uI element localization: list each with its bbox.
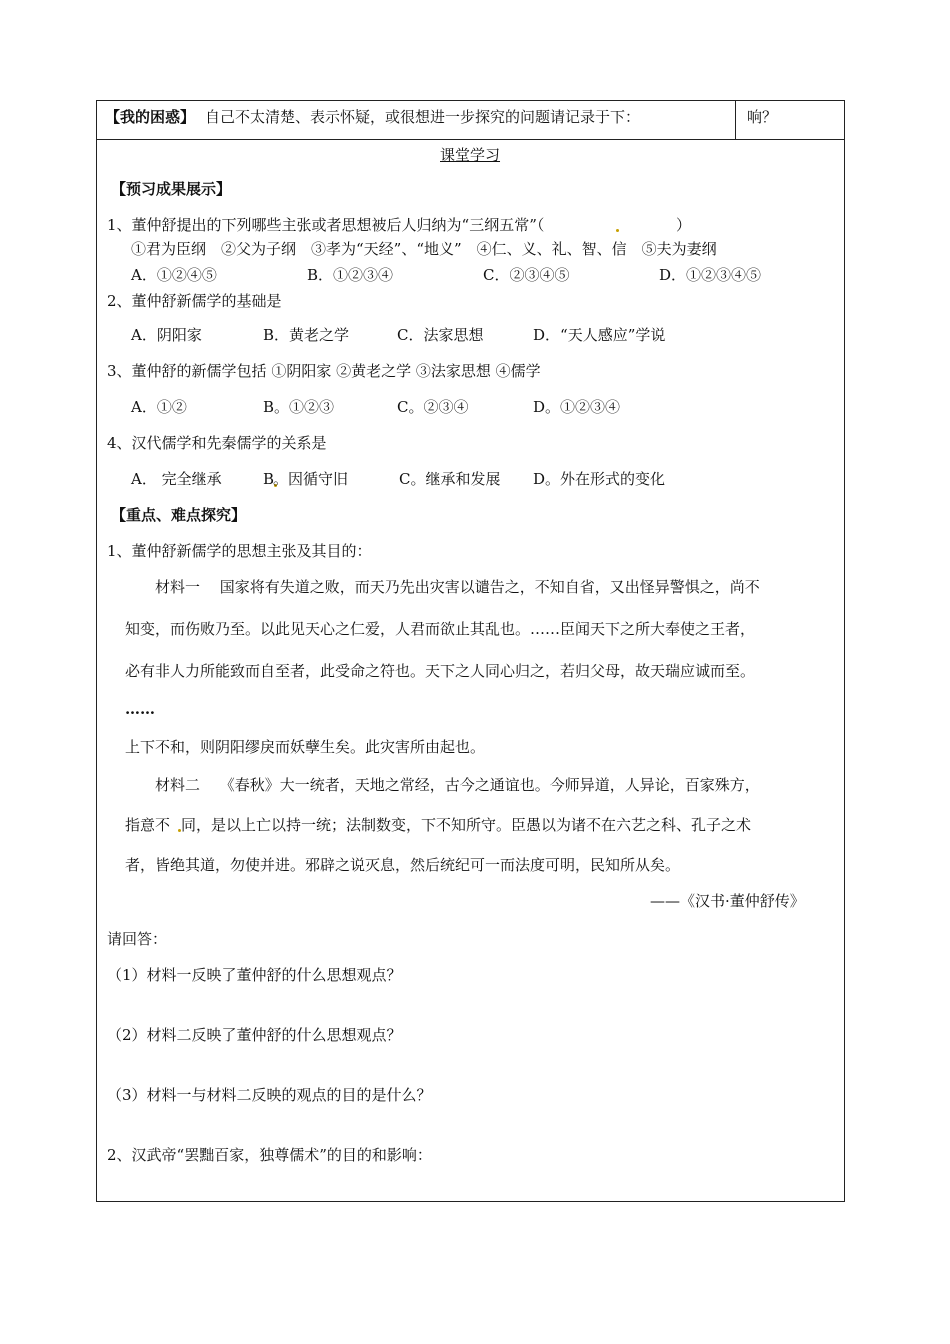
material1-line: 知变，而伤败乃至。以此见天心之仁爱，人君而欲止其乱也。……臣闻天下之所大奉使之王者， bbox=[125, 620, 756, 638]
explore-q1-stem: 1、董仲舒新儒学的思想主张及其目的： bbox=[107, 542, 372, 560]
sub-question-2: （2）材料二反映了董仲舒的什么思想观点？ bbox=[107, 1026, 402, 1044]
q2-stem: 2、董仲舒新儒学的基础是 bbox=[107, 292, 282, 310]
material1-line: …… bbox=[125, 700, 155, 718]
q3-stem: 3、董仲舒的新儒学包括 ①阴阳家 ②黄老之学 ③法家思想 ④儒学 bbox=[107, 362, 541, 380]
explore-heading: 【重点、难点探究】 bbox=[111, 506, 247, 524]
q2-option-a: A．阴阳家 bbox=[131, 326, 202, 344]
q1-stem-end: ） bbox=[676, 216, 692, 234]
confusion-row bbox=[97, 101, 844, 140]
confusion-text: 自己不太清楚、表示怀疑，或很想进一步探究的问题请记录于下： bbox=[205, 108, 641, 126]
q1-option-a: A．①②④⑤ bbox=[131, 266, 217, 284]
material2-line: 材料二 《春秋》大一统者，天地之常经，古今之通谊也。今师异道，人异论，百家殊方， bbox=[155, 776, 760, 794]
material2-line: 者，皆绝其道，勿使并进。邪辟之说灭息，然后统纪可一而法度可明，民知所从矣。 bbox=[125, 856, 681, 874]
confusion-label: 【我的困惑】 bbox=[105, 108, 196, 126]
q1-option-c: C．②③④⑤ bbox=[483, 266, 570, 284]
q4-option-d: D。外在形式的变化 bbox=[533, 470, 666, 488]
explore-q2-stem: 2、汉武帝“罢黜百家，独尊儒术”的目的和影响： bbox=[107, 1146, 432, 1164]
q4-stem: 4、汉代儒学和先秦儒学的关系是 bbox=[107, 434, 327, 452]
worksheet-table bbox=[96, 100, 845, 1202]
sub-question-1: （1）材料一反映了董仲舒的什么思想观点？ bbox=[107, 966, 402, 984]
right-cell-text: 响？ bbox=[747, 108, 778, 126]
q1-mark-icon bbox=[616, 229, 619, 232]
q4-option-a: A． 完全继承 bbox=[131, 470, 222, 488]
sub-question-3: （3）材料一与材料二反映的观点的目的是什么？ bbox=[107, 1086, 432, 1104]
material-source: ——《汉书·董仲舒传》 bbox=[650, 892, 805, 910]
q1-option-b: B．①②③④ bbox=[307, 266, 394, 284]
q2-option-d: D．“天人感应”学说 bbox=[533, 326, 666, 344]
q4-option-c: C。继承和发展 bbox=[399, 470, 501, 488]
q3-option-c: C。②③④ bbox=[397, 398, 469, 416]
q1-items: ①君为臣纲 ②父为子纲 ③孝为“天经”、“地义” ④仁、义、礼、智、信 ⑤夫为妻纲 bbox=[131, 240, 717, 258]
q3-option-b: B。①②③ bbox=[263, 398, 335, 416]
q2-option-c: C．法家思想 bbox=[397, 326, 484, 344]
q4-option-b-text: 。因循守旧 bbox=[273, 470, 349, 488]
q2-option-b: B．黄老之学 bbox=[263, 326, 350, 344]
material1-line: 上下不和，则阴阳缪戾而妖孽生矣。此灾害所由起也。 bbox=[125, 738, 486, 756]
q1-stem: 1、董仲舒提出的下列哪些主张或者思想被后人归纳为“三纲五常”（ bbox=[107, 216, 545, 234]
material1-line: 必有非人力所能致而自至者，此受命之符也。天下之人同心归之，若归父母，故天瑞应诚而至。 bbox=[125, 662, 756, 680]
q3-option-d: D。①②③④ bbox=[533, 398, 621, 416]
material1-line: 材料一 国家将有失道之败，而天乃先出灾害以谴告之，不知自省，又出怪异警惧之，尚不 bbox=[155, 578, 760, 596]
section-title: 课堂学习 bbox=[440, 146, 501, 164]
q3-option-a: A．①② bbox=[131, 398, 187, 416]
material2-line-start: 指意不 bbox=[125, 816, 171, 834]
preview-heading: 【预习成果展示】 bbox=[111, 180, 232, 198]
answer-prompt: 请回答： bbox=[107, 930, 168, 948]
confusion-cell bbox=[97, 101, 736, 139]
material2-line-rest: 同，是以上亡以持一统；法制数变，下不知所守。臣愚以为诸不在六艺之科、孔子之术 bbox=[181, 816, 752, 834]
q1-option-d: D．①②③④⑤ bbox=[659, 266, 762, 284]
q4-option-b-letter: B bbox=[263, 470, 275, 488]
